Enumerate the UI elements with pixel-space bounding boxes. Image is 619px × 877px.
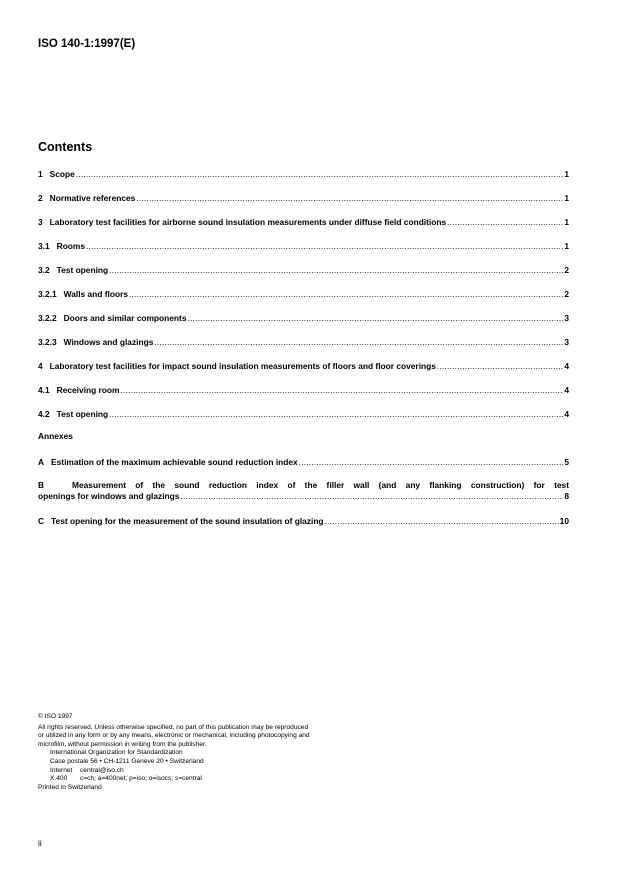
toc-entry-page: 2 (564, 289, 569, 299)
toc-entry-number: 4.2 (38, 409, 50, 419)
organization-address: Case postale 56 • CH-1211 Genève 20 • Switzerland (50, 757, 204, 765)
toc-entry-number: 4.1 (38, 385, 50, 395)
toc-entry-title: Laboratory test facilities for impact sound insulation measurements of floors and floor coverings (49, 361, 436, 371)
x400-address: c=ch; a=400net; p=iso; o=isocs; s=central (80, 775, 202, 783)
annex-title-line-1: Measurement of the sound reduction index of the filler wall (and any flanking construction) for test (72, 480, 569, 490)
toc-entry-title: Laboratory test facilities for airborne sound insulation measurements under diffuse field conditions (49, 217, 447, 227)
x400-label: X.400 (50, 775, 68, 783)
toc-entry-title: Test opening (56, 265, 109, 275)
toc-entry-number: 2 (38, 193, 43, 203)
toc-entry-title: Doors and similar components (63, 313, 187, 323)
toc-entry-3-2-1[interactable] (38, 289, 569, 300)
toc-entry-page: 1 (564, 193, 569, 203)
annex-page: 8 (564, 491, 569, 501)
toc-entry-3-2[interactable] (38, 265, 569, 276)
toc-annex-c[interactable] (38, 516, 569, 527)
rights-line-1: All rights reserved. Unless otherwise specified, no part of this publication may be reproduced (38, 723, 309, 731)
toc-entry-number: 3 (38, 217, 43, 227)
document-header: ISO 140-1:1997(E) (38, 38, 136, 50)
toc-entry-number: 3.2.3 (38, 337, 57, 347)
printed-in: Printed in Switzerland (38, 783, 102, 791)
toc-entry-4[interactable] (38, 361, 569, 372)
annex-letter: A (38, 457, 45, 467)
toc-entry-title: Receiving room (56, 385, 120, 395)
toc-entry-title: Windows and glazings (63, 337, 154, 347)
internet-email-link[interactable]: central@iso.ch (80, 766, 124, 774)
toc-entry-page: 4 (564, 361, 569, 371)
x400-row (38, 775, 310, 784)
annex-page: 10 (559, 516, 569, 526)
toc-entry-title: Test opening (56, 409, 109, 419)
toc-entry-title: Normative references (49, 193, 136, 203)
toc-entry-title: Walls and floors (63, 289, 128, 299)
organization-name: International Organization for Standardization (50, 749, 183, 757)
toc-entry-1[interactable] (38, 169, 569, 180)
annex-page: 5 (564, 457, 569, 467)
toc-entry-3[interactable] (38, 217, 569, 228)
contents-title: Contents (38, 140, 93, 154)
annex-letter: C (38, 516, 45, 526)
toc-entry-4-2[interactable] (38, 409, 569, 420)
annex-title-line-2: openings for windows and glazings (38, 491, 180, 501)
toc-entry-title: Scope (49, 169, 75, 179)
toc-entry-number: 1 (38, 169, 43, 179)
toc-entry-3-2-2[interactable] (38, 313, 569, 324)
toc-entry-page: 1 (564, 217, 569, 227)
internet-label: Internet (50, 766, 73, 774)
rights-line-2: or utilized in any form or by any means, electronic or mechanical, including photocopying and (38, 732, 310, 740)
toc-entry-page: 3 (564, 313, 569, 323)
toc-entry-page: 4 (564, 409, 569, 419)
annexes-heading: Annexes (38, 431, 73, 441)
toc-entry-3-1[interactable] (38, 241, 569, 252)
toc-entry-number: 3.2 (38, 265, 50, 275)
copyright-footer (38, 713, 310, 792)
toc-entry-number: 3.2.2 (38, 313, 57, 323)
toc-entry-number: 3.2.1 (38, 289, 57, 299)
toc-entry-title: Rooms (56, 241, 86, 251)
page-number: ii (38, 838, 42, 848)
toc-entry-3-2-3[interactable] (38, 337, 569, 348)
toc-annex-a[interactable] (38, 457, 569, 468)
toc-entry-page: 1 (564, 169, 569, 179)
annex-title: Estimation of the maximum achievable sound reduction index (51, 457, 298, 467)
annex-title: Test opening for the measurement of the sound insulation of glazing (51, 516, 324, 526)
toc-entry-page: 2 (564, 265, 569, 275)
toc-entry-number: 4 (38, 361, 43, 371)
internet-row (38, 767, 310, 776)
toc-entry-page: 1 (564, 241, 569, 251)
toc-entry-4-1[interactable] (38, 385, 569, 396)
toc-entry-number: 3.1 (38, 241, 50, 251)
copyright-line: © ISO 1997 (38, 713, 73, 720)
toc-entry-2[interactable] (38, 193, 569, 204)
toc-entry-page: 3 (564, 337, 569, 347)
rights-line-3: microfilm, without permission in writing from the publisher. (38, 740, 207, 748)
toc-entry-page: 4 (564, 385, 569, 395)
toc-annex-b[interactable] (38, 480, 569, 502)
annex-letter: B (38, 480, 45, 490)
